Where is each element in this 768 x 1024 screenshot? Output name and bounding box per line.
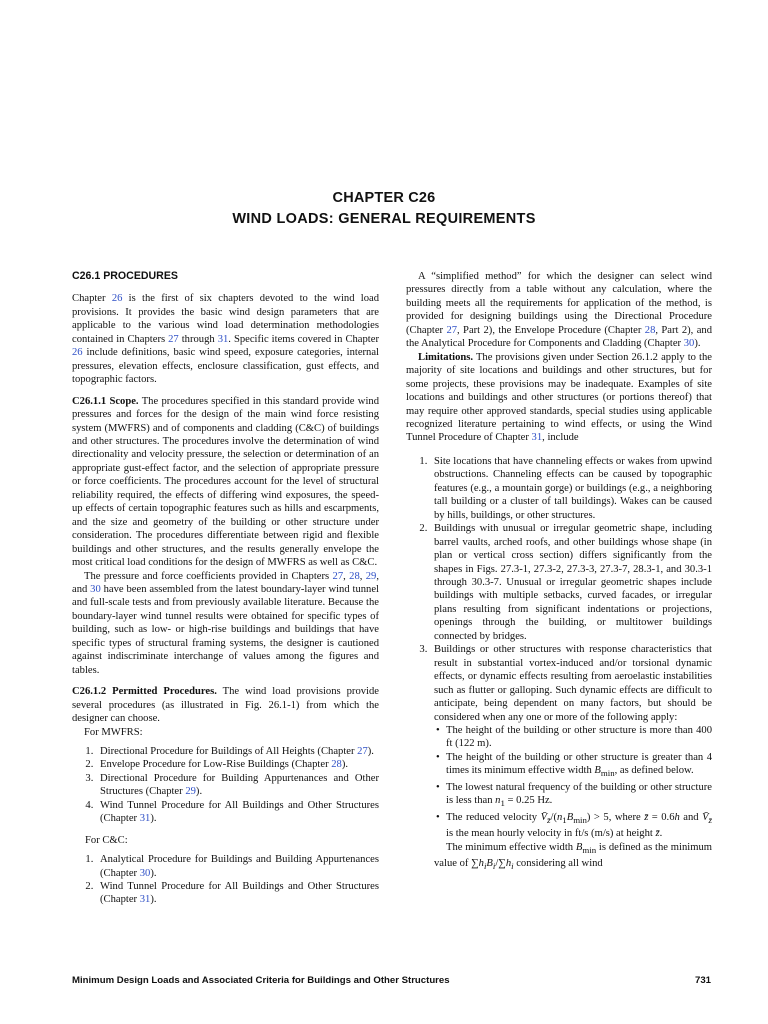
for-mwfrs-label: For MWFRS: bbox=[84, 726, 143, 738]
chapter-link[interactable]: 30 bbox=[90, 583, 101, 595]
mwfrs-list bbox=[72, 745, 379, 826]
chapter-link[interactable]: 29 bbox=[185, 786, 196, 798]
limitations-list bbox=[406, 455, 712, 874]
bullet-item: • The height of the building or other structure is greater than 4 times its minimum effective width $B_{min}$, as defined below. bbox=[434, 751, 712, 781]
list-item: 1. Analytical Procedure for Buildings and Building Appurtenances (Chapter 30). bbox=[96, 853, 379, 880]
chapter-link[interactable]: 27 bbox=[168, 333, 179, 345]
list-item: 4. Wind Tunnel Procedure for All Buildings and Other Structures (Chapter 31). bbox=[96, 799, 379, 826]
chapter-link[interactable]: 27 bbox=[332, 570, 344, 582]
chapter-link[interactable]: 31 bbox=[531, 432, 543, 444]
bullet-item: • The height of the building or other structure is more than 400 ft (122 m). bbox=[434, 724, 712, 751]
list-item: 3. Directional Procedure for Building Appurtenances and Other Structures (Chapter 29). bbox=[96, 772, 379, 799]
subsection-heading: Limitations. bbox=[418, 351, 474, 363]
bullet-item: • The reduced velocity $V̄_{z̄}/(n_1B_{min}) > 5$, where z̄ = 0.6h and $V̄_{z̄}$ is the mean hourly velocity in ft/s (m/s) at height z̄. bbox=[434, 811, 712, 841]
list-item: 2. Envelope Procedure for Low-Rise Buildings (Chapter 28). bbox=[96, 758, 379, 771]
min-width-paragraph: The minimum effective width $B_{min}$ is defined as the minimum value of $\sum h_iB_i/\sum h_i$ considering all wind bbox=[434, 841, 712, 872]
list-item: 3. Buildings or other structures with response characteristics that result in substantial vortex-induced and/or torsional dynamic effects, or dynamic effects resulting from aeroelastic instabilities such as flutter or galloping. Such dynamic effects are difficult to anticipate, being dependent on many factors, but should be considered when any one or more of the following apply: • The height of the building or other structure is more than 400 ft (122 m). • The height of the building or other structure is greater than 4 times its minimum effective width $B_{min}$, as defined below. • The lowest natural frequency of the building or other structure is less than $n_1 = 0.25$ Hz. • The reduced velocity $V̄_{z̄}/(n_1B_{min}) > 5$, where z̄ = 0.6h and $V̄_{z̄}$ is the mean hourly velocity in ft/s (m/s) at height z̄. The minimum effective width $B_{min}$ is defined as the minimum value of $\sum h_iB_i/\sum h_i$ considering all wind bbox=[430, 643, 712, 874]
chapter-link[interactable]: 31 bbox=[217, 333, 229, 345]
chapter-link[interactable]: 28 bbox=[331, 759, 342, 771]
page-number: 731 bbox=[694, 975, 711, 986]
list-item: 2. Buildings with unusual or irregular geometric shape, including barrel vaults, arched roofs, and other buildings whose shape (in plan or vertical cross section) differs significantly from the shapes in Figs. 27.3-1, 27.3-2, 27.3-3, 27.3-7, 28.3-1, and 30.3-1 through 30.3-7. Unusual or irregular geometric shapes include buildings with multiple setbacks, curved facades, or irregular plans resulting from significant indentations or projections, openings through the building, or multitower buildings connected by bridges. bbox=[430, 522, 712, 643]
subsection-heading: C26.1.1 Scope. bbox=[72, 395, 139, 407]
footer-title: Minimum Design Loads and Associated Criteria for Buildings and Other Structures bbox=[72, 975, 450, 986]
list-item: 2. Wind Tunnel Procedure for All Buildings and Other Structures (Chapter 31). bbox=[96, 880, 379, 907]
chapter-number: CHAPTER C26 bbox=[332, 190, 436, 206]
chapter-link[interactable]: 26 bbox=[72, 347, 83, 359]
bullet-item: • The lowest natural frequency of the building or other structure is less than $n_1 = 0.25$ Hz. bbox=[434, 781, 712, 811]
intro-paragraph: Chapter 26 is the first of six chapters devoted to the wind load provisions. It provides the basic wind design parameters that are applicable to the various wind load determination methodologies contained in Chapters 27 through 31. Specific items covered in Chapter 26 include definitions, basic wind speed, exposure categories, internal pressures, elevation effects, enclosure classification, gust effects, and topographic factors. bbox=[72, 293, 379, 386]
criteria-bullets bbox=[434, 724, 712, 841]
chapter-link[interactable]: 27 bbox=[357, 745, 368, 757]
limitations-paragraph: Limitations. The provisions given under Section 26.1.2 apply to the majority of site locations and buildings and other structures, but for some projects, these provisions may be inadequate. Examples of site locations and buildings and other structures (or portions thereof) that may require other approved standards, special studies using applicable recognized literature pertaining to wind effects, or using the Wind Tunnel Procedure of Chapter 31, include bbox=[406, 351, 712, 444]
left-column bbox=[72, 270, 379, 907]
subsection-heading: C26.1.2 Permitted Procedures. bbox=[72, 686, 217, 698]
chapter-title: WIND LOADS: GENERAL REQUIREMENTS bbox=[232, 211, 536, 227]
chapter-link[interactable]: 27 bbox=[446, 324, 458, 336]
list-item: 1. Directional Procedure for Buildings of All Heights (Chapter 27). bbox=[96, 745, 379, 758]
chapter-link[interactable]: 29 bbox=[365, 570, 377, 582]
right-column bbox=[406, 270, 712, 874]
section-heading-c26-1: C26.1 PROCEDURES bbox=[72, 270, 178, 282]
for-cc-label: For C&C: bbox=[85, 834, 128, 846]
coefficients-paragraph: The pressure and force coefficients provided in Chapters 27, 28, 29, and 30 have been assembled from the latest boundary-layer wind tunnel and full-scale tests and from previously available literature. Because the boundary-layer wind tunnel results were obtained for specific types of building, such as low- or high-rise buildings and buildings that have specific types of structural framing systems, the designer is cautioned against indiscriminate interchange of values among the figures and tables. bbox=[72, 570, 379, 676]
list-item: 1. Site locations that have channeling effects or wakes from upwind obstructions. Channeling effects can be caused by topographic features (e.g., a mountain gorge) or buildings (e.g., a neighboring tall building or a cluster of tall buildings). Wakes can be caused by hills, buildings, or other structures. bbox=[430, 455, 712, 522]
chapter-link[interactable]: 30 bbox=[139, 867, 151, 879]
chapter-link[interactable]: 31 bbox=[139, 813, 151, 825]
simplified-method-paragraph: A “simplified method” for which the designer can select wind pressures directly from a table without any calculation, where the building meets all the requirements for application of the method, is provided for designing buildings using the Directional Procedure (Chapter 27, Part 2), the Envelope Procedure (Chapter 28, Part 2), and the Analytical Procedure for Components and Cladding (Chapter 30). bbox=[406, 271, 712, 350]
permitted-paragraph: C26.1.2 Permitted Procedures. The wind load provisions provide several procedures (as illustrated in Fig. 26.1-1) from which the designer can choose. bbox=[72, 686, 379, 725]
cc-list bbox=[72, 853, 379, 907]
chapter-link[interactable]: 30 bbox=[683, 338, 695, 350]
scope-paragraph: C26.1.1 Scope. The procedures specified in this standard provide wind pressures and forces for the design of the main wind force resisting system (MWFRS) and of components and cladding (C&C) of buildings and other structures. The procedures involve the determination of wind directionality and velocity pressure, the selection or determination of an appropriate gust-effect factor, and the selection of appropriate pressure or force coefficients. The procedures account for the level of structural reliability required, the effects of differing wind exposures, the speed-up effects of certain topographic features such as hills and escarpments, and the size and geometry of the building or other structure under consideration. The procedures differentiate between rigid and flexible buildings and other structures, and the results generally envelope the most critical load conditions for the design of MWFRS as well as C&C. bbox=[72, 395, 379, 569]
chapter-link[interactable]: 31 bbox=[139, 894, 151, 906]
chapter-link[interactable]: 26 bbox=[111, 293, 123, 305]
chapter-link[interactable]: 28 bbox=[644, 324, 656, 336]
chapter-link[interactable]: 28 bbox=[349, 570, 360, 582]
